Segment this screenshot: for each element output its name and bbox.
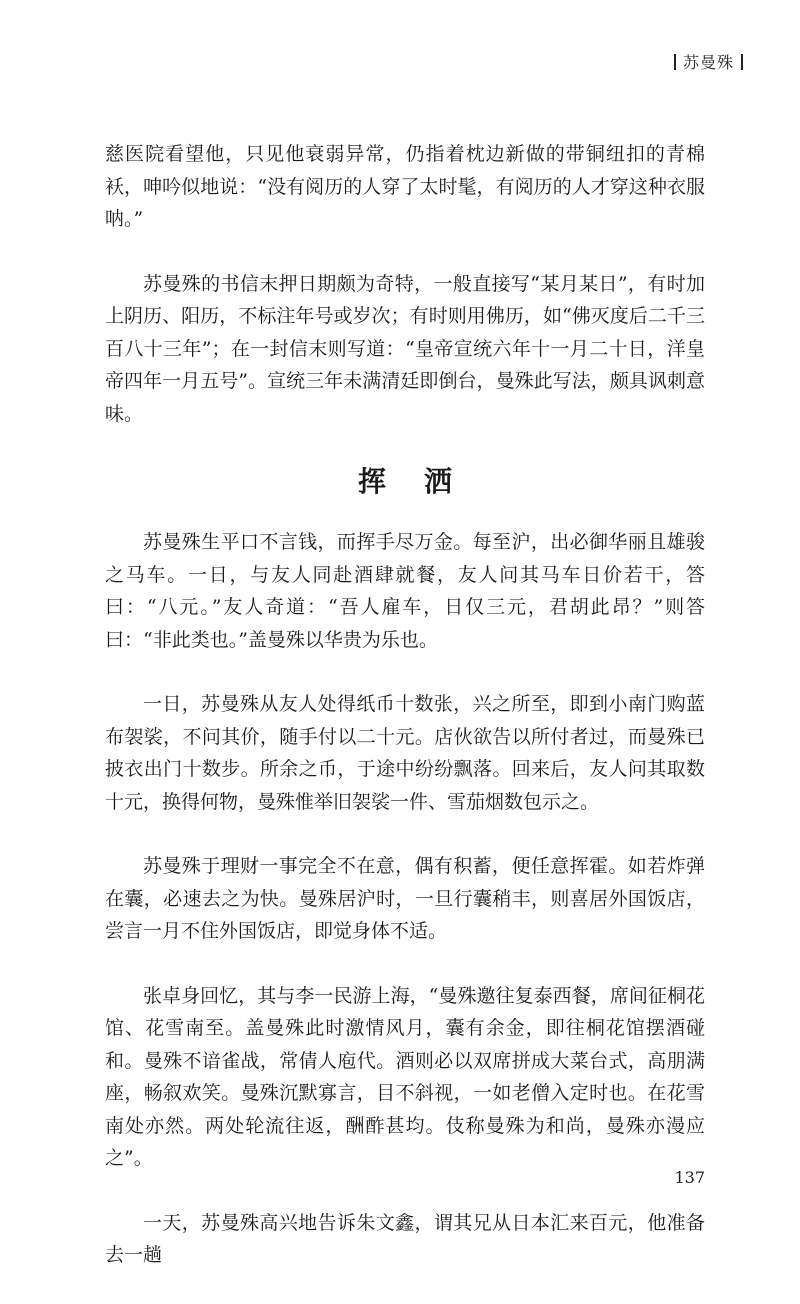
paragraph: 张卓身回忆，其与李一民游上海，“曼殊邀往复泰西餐，席间征桐花馆、花雪南至。盖曼殊此时激情风月，囊有余金，即往桐花馆摆酒碰和。曼殊不谙雀战，常倩人庖代。酒则必以双席拼成大菜台式，高朋满座，畅叙欢笑。曼殊沉默寡言，目不斜视，一如老僧入定时也。在花雪南处亦然。两处轮流往返，酬酢甚均。伎称曼殊为和尚，曼殊亦漫应之”。 <box>105 984 705 1169</box>
paragraph-continued: 慈医院看望他，只见他衰弱异常，仍指着枕边新做的带铜纽扣的青棉袄，呻吟似地说：“没有阅历的人穿了太时髦，有阅历的人才穿这种衣服呐。” <box>105 143 705 230</box>
running-header <box>667 50 750 73</box>
paragraph: 苏曼殊的书信末押日期颇为奇特，一般直接写“某月某日”，有时加上阴历、阳历，不标注年号或岁次；有时则用佛历，如“佛灭度后二千三百八十三年”；在一封信末则写道：“皇帝宣统六年十一月二十日，洋皇帝四年一月五号”。宣统三年未满清廷即倒台，曼殊此写法，颇具讽刺意味。 <box>105 272 705 425</box>
paragraph: 一日，苏曼殊从友人处得纸币十数张，兴之所至，即到小南门购蓝布袈裟，不问其价，随手付以二十元。店伙欲告以所付者过，而曼殊已披衣出门十数步。所余之币，于途中纷纷飘落。回来后，友人问其取数十元，换得何物，曼殊惟举旧袈裟一件、雪茄烟数包示之。 <box>105 693 705 813</box>
running-title: 苏曼殊 <box>682 53 734 72</box>
section-title: 挥洒 <box>357 465 490 498</box>
paragraph: 一天，苏曼殊高兴地告诉朱文鑫，谓其兄从日本汇来百元，他准备去一趟 <box>105 1211 705 1266</box>
header-right-rule <box>741 54 743 70</box>
header-left-rule <box>674 54 676 70</box>
page-body <box>105 138 705 1304</box>
paragraph: 苏曼殊生平口不言钱，而挥手尽万金。每至沪，出必御华丽且雄骏之马车。一日，与友人同赴酒肆就餐，友人问其马车日价若干，答曰：“八元。”友人奇道：“吾人雇车，日仅三元，君胡此昂？”则答曰：“非此类也。”盖曼殊以华贵为乐也。 <box>105 531 705 651</box>
page-number: 137 <box>674 1168 705 1187</box>
paragraph: 苏曼殊于理财一事完全不在意，偶有积蓄，便任意挥霍。如若炸弹在囊，必速去之为快。曼殊居沪时，一旦行囊稍丰，则喜居外国饭店，尝言一月不住外国饭店，即觉身体不适。 <box>105 855 705 942</box>
